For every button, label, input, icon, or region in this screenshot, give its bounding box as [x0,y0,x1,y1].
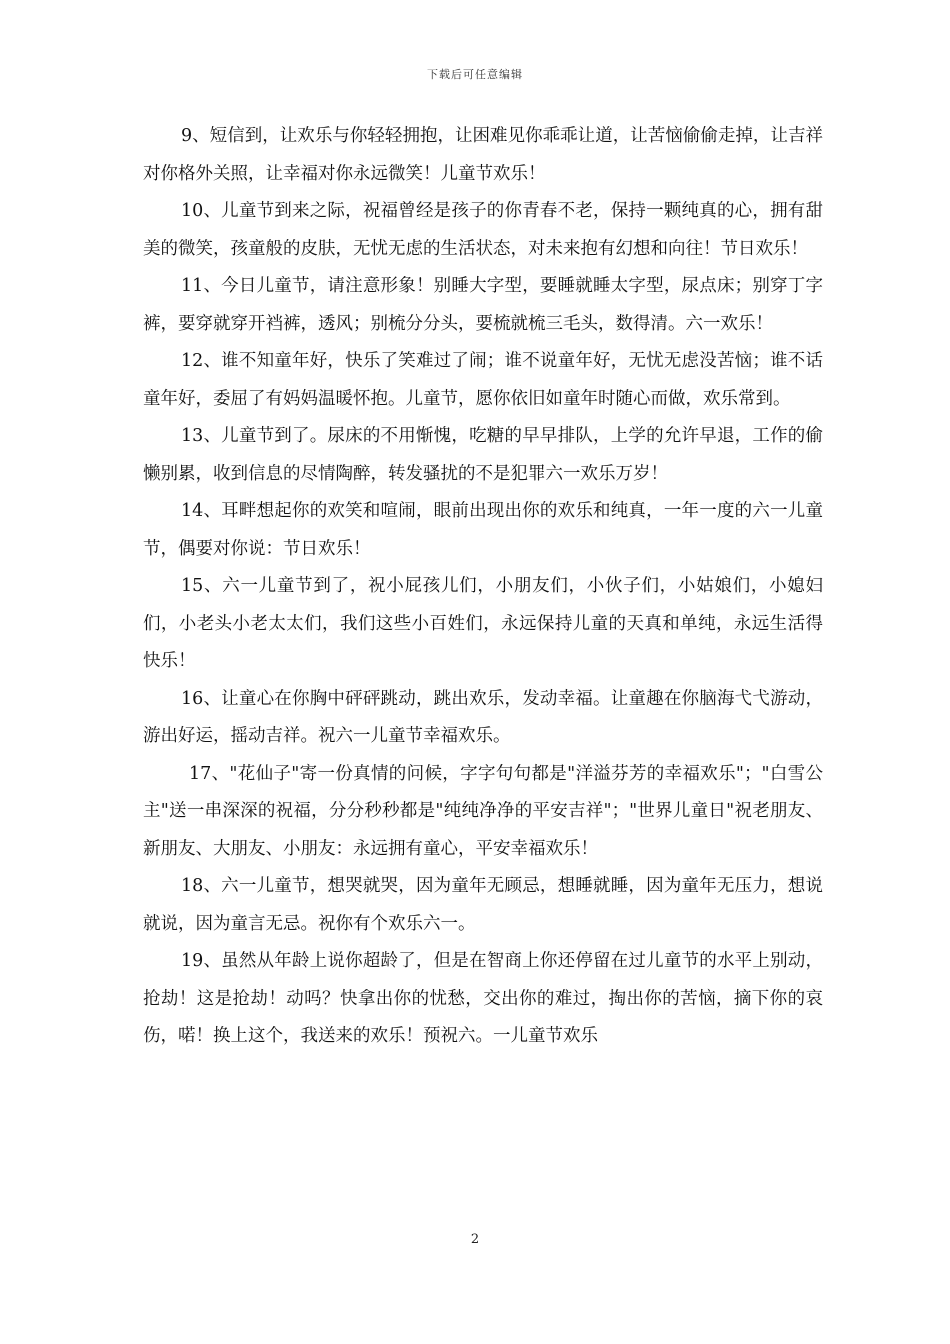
paragraph-10: 10、儿童节到来之际，祝福曾经是孩子的你青春不老，保持一颗纯真的心，拥有甜美的微笑，孩童般的皮肤，无忧无虑的生活状态，对未来抱有幻想和向往！节日欢乐！ [143,201,823,259]
paragraph-15: 15、六一儿童节到了，祝小屁孩儿们，小朋友们，小伙子们，小姑娘们，小媳妇们，小老头小老太太们，我们这些小百姓们，永远保持儿童的天真和单纯，永远生活得快乐！ [143,576,823,671]
paragraph-18: 18、六一儿童节，想哭就哭，因为童年无顾忌，想睡就睡，因为童年无压力，想说就说，因为童言无忌。祝你有个欢乐六一。 [143,876,823,934]
paragraph-16: 16、让童心在你胸中砰砰跳动，跳出欢乐，发动幸福。让童趣在你脑海弋弋游动，游出好运，摇动吉祥。祝六一儿童节幸福欢乐。 [143,688,823,746]
paragraph-11: 11、今日儿童节，请注意形象！别睡大字型，要睡就睡太字型，尿点床；别穿丁字裤，要穿就穿开裆裤，透风；别梳分分头，要梳就梳三毛头，数得清。六一欢乐！ [143,276,823,334]
page-header: 下载后可任意编辑 [427,68,523,81]
page-number: 2 [470,1232,480,1247]
paragraph-19: 19、虽然从年龄上说你超龄了，但是在智商上你还停留在过儿童节的水平上别动，抢劫！这是抢劫！动吗？快拿出你的忧愁，交出你的难过，掏出你的苦恼，摘下你的哀伤，喏！换上这个，我送来的欢乐！预祝六。一儿童节欢乐 [143,951,823,1046]
document-body [143,118,823,1056]
paragraph-13: 13、儿童节到了。尿床的不用惭愧，吃糖的早早排队，上学的允许早退，工作的偷懒别累，收到信息的尽情陶醉，转发骚扰的不是犯罪六一欢乐万岁！ [143,426,823,484]
paragraph-14: 14、耳畔想起你的欢笑和喧闹，眼前出现出你的欢乐和纯真，一年一度的六一儿童节，偶要对你说：节日欢乐！ [143,501,823,559]
paragraph-17: 17、"花仙子"寄一份真情的问候，字字句句都是"洋溢芬芳的幸福欢乐"；"白雪公主"送一串深深的祝福，分分秒秒都是"纯纯净净的平安吉祥"；"世界儿童日"祝老朋友、新朋友、大朋友、小朋友：永远拥有童心，平安幸福欢乐！ [143,763,823,859]
paragraph-12: 12、谁不知童年好，快乐了笑难过了闹；谁不说童年好，无忧无虑没苦恼；谁不话童年好，委屈了有妈妈温暖怀抱。儿童节，愿你依旧如童年时随心而做，欢乐常到。 [143,351,823,409]
paragraph-9: 9、短信到，让欢乐与你轻轻拥抱，让困难见你乖乖让道，让苦恼偷偷走掉，让吉祥对你格外关照，让幸福对你永远微笑！儿童节欢乐！ [143,126,823,184]
